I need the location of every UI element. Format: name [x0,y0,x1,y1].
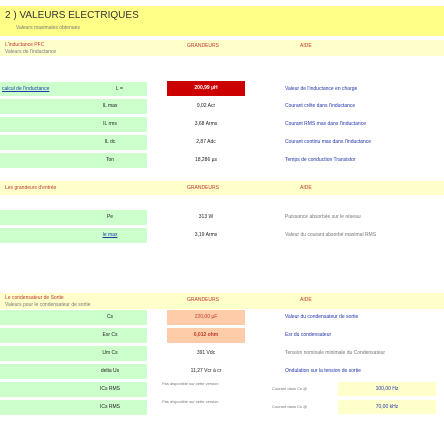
row-umcs-help: Tension nominale minimale du Condensateur [285,350,386,356]
row-cs-help: Valeur du condensateur de sortie [285,314,359,320]
row-icsrms-100-note: Pas disponible sur cette version [162,381,219,386]
row-il-max-label: IL max [102,103,118,109]
row-iemax-help: Valeur du courant absorbé maximal RMS [285,232,377,238]
section-capacitor-subtitle: Valeurs pour le condensateur de sortie [5,302,91,308]
section-inductance-subtitle: Valeurs de l'inductance [5,49,57,55]
row-ton-label: Ton [105,157,115,163]
row-il-max-help: Courant crête dans l'inductance [285,103,356,109]
col-grandeurs: GRANDEURS [187,43,219,49]
row-iemax-label[interactable]: Ie max [102,232,118,238]
row-icsrms-70k-label: ICs RMS [100,404,120,410]
row-umcs-label: Um Cs [102,350,118,356]
row-ton-help: Temps de conduction Transistor [285,157,356,163]
row-pe-value: 313 W [198,214,214,220]
page-title: 2 ) VALEURS ELECTRIQUES [5,10,139,21]
row-il-dc-value: 2,87 Adc [196,139,216,145]
calcul-inductance-link[interactable]: calcul de l'inductance [2,86,50,92]
col-aide: AIDE [300,43,312,49]
row-il-rms-value: 3,68 Arms [194,121,218,127]
row-pe-label: Pe [106,214,114,220]
row-ton-value: 18,286 µs [194,157,218,163]
row-icsrms-70k-note: Pas disponible sur cette version [162,399,219,404]
row-esr-value: 0,012 ohm [193,332,219,338]
section-input-col-aide: AIDE [300,185,312,191]
row-esr-help: Esr du condensateur [285,332,332,338]
freq-100-value: 100,00 Hz [375,386,399,392]
row-cs-label: Cs [106,314,114,320]
row-deltaus-label: delta Us [100,368,120,374]
page-subtitle: Valeurs maximales obtenues [16,25,80,31]
inductance-help: Valeur de l'inductance en charge [285,86,358,92]
row-il-rms-label: IL rms [103,121,117,127]
section-inductance-title: L'inductance PFC [5,42,45,48]
row-deltaus-value: 11,27 Vcr à cr [190,368,222,374]
section-capacitor-col-grandeurs: GRANDEURS [187,297,219,303]
row-pe-help: Puissance absorbée sur le réseau [285,214,361,220]
row-icsrms-100-label: ICs RMS [100,386,120,392]
section-input-header [0,181,444,195]
section-inductance-header [0,40,444,56]
row-il-dc-help: Courant continu max dans l'inductance [285,139,372,145]
freq-70k-value: 70,00 kHz [375,404,399,410]
row-umcs-value: 391 Vdc [196,350,216,356]
row-icsrms-100-help: Courant dans Cs @ [272,386,308,391]
row-iemax-value: 3,19 Arms [194,232,218,238]
row-il-max-value: 9,02 Acr [196,103,216,109]
inductance-label: L = [116,86,123,92]
section-capacitor-col-aide: AIDE [300,297,312,303]
row-esr-label: Esr Cs [102,332,118,338]
row-deltaus-help: Ondulation sur la tension de sortie [285,368,361,374]
section-input-col-grandeurs: GRANDEURS [187,185,219,191]
section-capacitor-title: Le condensateur de Sortie [5,295,64,301]
section-input-title: Les grandeurs d'entrée [5,185,57,191]
row-il-rms-help: Courant RMS max dans l'inductance [285,121,366,127]
row-cs-value: 220,00 µF [194,314,218,320]
inductance-value: 200,99 µH [194,85,218,91]
row-il-dc-label: IL dc [104,139,116,145]
row-icsrms-70k-help: Courant dans Cs @ [272,404,308,409]
